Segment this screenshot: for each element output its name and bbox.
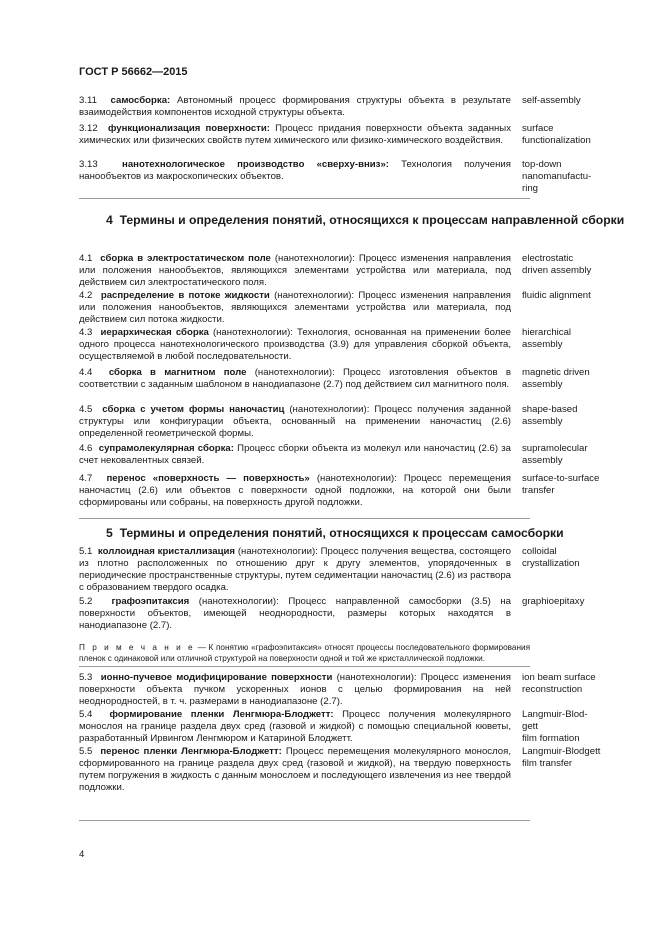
term-definition: Технология получения нанообъектов из макроскопических объектов.	[79, 159, 511, 183]
term-entry	[79, 327, 511, 363]
bottom-divider	[79, 820, 530, 821]
term-name: формирование пленки Ленгмюра-Блоджетт:	[109, 709, 334, 720]
english-line: top-down	[522, 159, 562, 170]
term-english-equivalent	[522, 672, 642, 696]
term-entry	[79, 672, 511, 708]
term-definition: Процесс сборки объекта из молекул или наночастиц (2.6) за счет нековалентных связей.	[79, 443, 511, 467]
term-number: 4.6	[79, 443, 93, 454]
note-divider	[79, 666, 530, 667]
term-entry	[79, 709, 511, 745]
english-line: Langmuir-Blodgett	[522, 746, 601, 757]
term-entry	[79, 123, 511, 147]
term-english-equivalent	[522, 404, 642, 428]
term-definition: (нанотехнологии): Технология, основанная на применении более одного процесса нанотехнологического производства (3.9) для управления сборкой объекта, осуществляемой в любой последовательности.	[79, 327, 511, 363]
document-header: ГОСТ Р 56662—2015	[79, 66, 188, 78]
term-english-equivalent	[522, 746, 642, 770]
term-entry	[79, 546, 511, 594]
term-number: 5.4	[79, 709, 93, 720]
english-line: supramolecular	[522, 443, 588, 454]
term-number: 4.4	[79, 367, 93, 378]
term-number: 5.2	[79, 596, 93, 607]
term-name: сборка в электростатическом поле	[100, 253, 271, 264]
english-line: Langmuir-Blod-	[522, 709, 588, 720]
english-line: film formation	[522, 733, 580, 745]
english-line: functionalization	[522, 135, 591, 147]
term-entry	[79, 596, 511, 632]
term-entry	[79, 473, 511, 509]
english-line: film transfer	[522, 758, 573, 770]
term-definition: Процесс придания поверхности объекта заданных химических или физических свойств путем химического или физико-химического воздействия.	[79, 123, 511, 147]
term-english-equivalent	[522, 709, 642, 745]
english-line: fluidic alignment	[522, 290, 591, 301]
term-number: 4.5	[79, 404, 93, 415]
term-definition: Процесс получения молекулярного монослоя на границе раздела двух сред (газовой и жидкой) с помощью специальной кюветы, разработанный Ирвингом Ленгмюром и Катариной Блоджетт.	[79, 709, 511, 745]
term-english-equivalent	[522, 443, 642, 467]
page-number: 4	[79, 849, 85, 860]
term-definition: (нанотехнологии): Процесс изменения направления или положения нанообъектов, являющихся элементами устройства или материала, под действием сил электростатического поля.	[79, 253, 511, 289]
term-number: 4.7	[79, 473, 93, 484]
term-entry	[79, 95, 511, 119]
term-number: 3.12	[79, 123, 98, 134]
english-line: assembly	[522, 339, 563, 351]
term-name: супрамолекулярная сборка:	[98, 443, 234, 454]
english-line: assembly	[522, 455, 563, 467]
section-4-heading	[106, 213, 626, 229]
term-name: сборка в магнитном поле	[108, 367, 247, 378]
term-english-equivalent	[522, 327, 642, 351]
term-name: коллоидная кристаллизация	[97, 546, 236, 557]
term-definition: (нанотехнологии): Процесс перемещения наночастиц (2.6) или объектов с поверхности одной подложки, на которой они были сформированы или собраны, на поверхность другой подложки.	[79, 473, 511, 509]
term-name: графоэпитаксия	[111, 596, 190, 607]
section-5-heading	[106, 526, 626, 542]
term-definition: Процесс перемещения молекулярного монослоя, сформированного на границе раздела двух сред (газовой и жидкой), на твердую поверхность путем погружения в жидкость с данным монослоем и последующего извлечения из нее твердой подложки.	[79, 746, 511, 794]
term-definition: Автономный процесс формирования структуры объекта в результате взаимодействия компонентов исходной структуры объекта.	[79, 95, 511, 119]
term-name: ионно-пучевое модифицирование поверхности	[100, 672, 333, 683]
english-line: colloidal	[522, 546, 557, 557]
english-line: surface	[522, 123, 554, 134]
english-line: driven assembly	[522, 265, 592, 277]
english-line: nanomanufactu-	[522, 171, 592, 183]
term-definition: (нанотехнологии): Процесс изменения поверхности объекта пучком ускоренных ионов с целью формирования на ней неоднородностей, в т. ч. размерами в нанодиапазоне (2.7).	[79, 672, 511, 708]
term-entry	[79, 253, 511, 289]
note-label: П р и м е ч а н и е	[79, 643, 195, 652]
term-definition: (нанотехнологии): Процесс изготовления объектов в соответствии с заданным шаблоном в нанодиапазоне (2.7) под действием сил магнитного поля.	[79, 367, 511, 391]
english-line: graphioepitaxy	[522, 596, 585, 607]
term-entry	[79, 367, 511, 391]
term-number: 3.13	[79, 159, 98, 170]
section-5-number: 5	[106, 526, 113, 540]
term-definition: (нанотехнологии): Процесс направленной самосборки (3.5) на поверхности объектов, имеющей неоднородности, размеры которых находятся в нанодиапазоне (2.7).	[79, 596, 511, 632]
english-line: magnetic driven	[522, 367, 590, 378]
english-line: ion beam surface	[522, 672, 596, 683]
term-entry	[79, 290, 511, 326]
section-4-number: 4	[106, 213, 113, 227]
term-definition: (нанотехнологии): Процесс получения вещества, состоящего из плотно расположенных по отношению друг к другу элементов, упорядоченных в периодические пространственные структуры, путем седиментации наночастиц (2.6) из раствора с образованием твердого осадка.	[79, 546, 511, 594]
term-entry	[79, 404, 511, 440]
term-entry	[79, 159, 511, 183]
term-name: перенос «поверхность — поверхность»	[106, 473, 310, 484]
english-line: reconstruction	[522, 684, 583, 696]
term-english-equivalent	[522, 159, 642, 195]
term-name: перенос пленки Ленгмюра-Блоджетт:	[100, 746, 282, 757]
term-number: 4.1	[79, 253, 93, 264]
term-number: 4.3	[79, 327, 93, 338]
english-line: hierarchical	[522, 327, 572, 338]
english-line: electrostatic	[522, 253, 574, 264]
term-english-equivalent	[522, 473, 642, 497]
section-5-title: Термины и определения понятий, относящихся к процессам самосборки	[119, 526, 564, 540]
english-line: self-assembly	[522, 95, 581, 106]
note	[79, 642, 530, 665]
term-name: функционализация поверхности:	[107, 123, 270, 134]
section-divider	[79, 198, 530, 199]
english-line: surface-to-surface	[522, 473, 600, 484]
section-divider	[79, 518, 530, 519]
term-number: 4.2	[79, 290, 93, 301]
note-text: — К понятию «графоэпитаксия» относят процессы последовательного формирования пленок с одинаковой или отличной структурой на поверхности одной и той же кристаллической подложки.	[79, 643, 531, 664]
english-line: transfer	[522, 485, 555, 497]
english-line: ring	[522, 183, 538, 195]
term-number: 5.1	[79, 546, 93, 557]
term-name: нанотехнологическое производство «сверху-вниз»:	[122, 159, 389, 170]
term-entry	[79, 746, 511, 794]
term-english-equivalent	[522, 546, 642, 570]
term-definition: (нанотехнологии): Процесс изменения направления или положения нанообъектов, являющихся элементами устройства или материала, под действием сил потока жидкости.	[79, 290, 512, 326]
term-english-equivalent	[522, 290, 642, 302]
term-entry	[79, 443, 511, 467]
term-number: 5.3	[79, 672, 93, 683]
section-4-title: Термины и определения понятий, относящихся к процессам направленной сборки	[119, 213, 625, 227]
english-line: gett	[522, 721, 539, 733]
term-definition: (нанотехнологии): Процесс получения заданной структуры или конфигурации объекта, основанный на применении наночастиц (2.6) определенной геометрической формы.	[79, 404, 511, 440]
english-line: crystallization	[522, 558, 580, 570]
term-english-equivalent	[522, 367, 642, 391]
term-name: самосборка:	[110, 95, 171, 106]
term-english-equivalent	[522, 596, 642, 608]
term-name: иерархическая сборка	[100, 327, 209, 338]
term-name: сборка с учетом формы наночастиц	[102, 404, 285, 415]
english-line: assembly	[522, 379, 563, 391]
term-number: 5.5	[79, 746, 93, 757]
term-english-equivalent	[522, 253, 642, 277]
term-name: распределение в потоке жидкости	[100, 290, 270, 301]
term-number: 3.11	[79, 95, 97, 106]
english-line: assembly	[522, 416, 563, 428]
term-english-equivalent	[522, 95, 642, 107]
term-english-equivalent	[522, 123, 642, 147]
english-line: shape-based	[522, 404, 578, 415]
